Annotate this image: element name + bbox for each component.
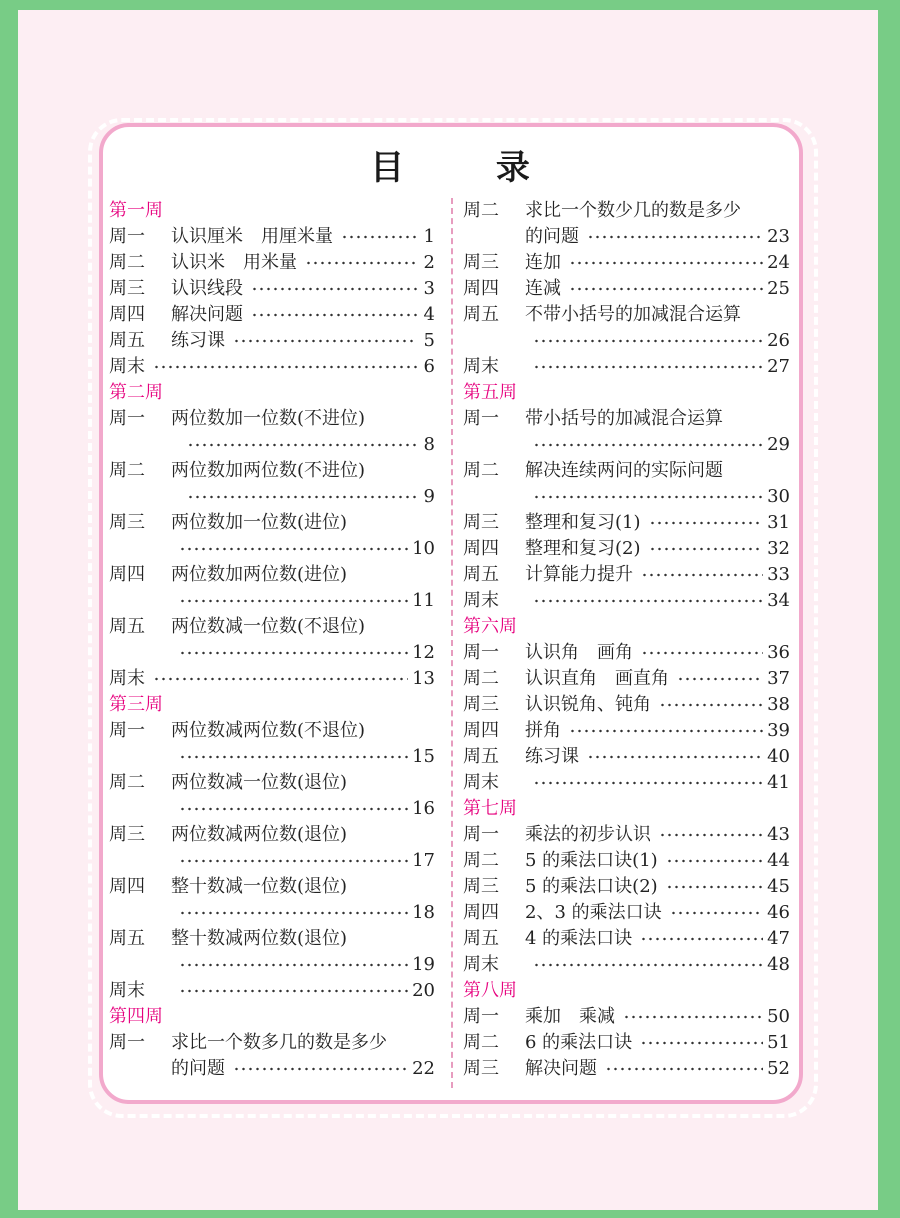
toc-entry[interactable] bbox=[463, 588, 790, 614]
day-label: 周一 bbox=[109, 1032, 145, 1053]
toc-column-left bbox=[109, 198, 435, 1082]
toc-entry-page-line[interactable] bbox=[109, 484, 435, 510]
toc-entry-title-line[interactable] bbox=[463, 406, 790, 432]
toc-entry[interactable] bbox=[463, 1056, 790, 1082]
leader-dots bbox=[179, 599, 408, 603]
page-number: 27 bbox=[767, 356, 790, 377]
entry-title: 连加 bbox=[525, 252, 561, 273]
toc-entry[interactable] bbox=[463, 1030, 790, 1056]
page-number: 22 bbox=[412, 1058, 435, 1079]
day-label: 周一 bbox=[109, 226, 145, 247]
entry-title: 带小括号的加减混合运算 bbox=[525, 408, 723, 429]
day-label: 周一 bbox=[463, 408, 499, 429]
page-title: 目 录 bbox=[370, 148, 570, 188]
page-number: 20 bbox=[412, 980, 435, 1001]
day-label: 周一 bbox=[463, 642, 499, 663]
page-number: 45 bbox=[767, 876, 790, 897]
toc-entry-page-line[interactable] bbox=[109, 536, 435, 562]
toc-entry-title-line[interactable] bbox=[109, 406, 435, 432]
toc-entry-page-line[interactable] bbox=[109, 744, 435, 770]
toc-entry-page-line[interactable] bbox=[109, 952, 435, 978]
entry-title: 整十数减一位数(退位) bbox=[171, 876, 348, 897]
page-number: 44 bbox=[767, 850, 790, 871]
toc-entry[interactable] bbox=[463, 900, 790, 926]
week-heading: 第八周 bbox=[463, 980, 517, 1001]
page-number: 23 bbox=[767, 226, 790, 247]
leader-dots bbox=[233, 339, 417, 343]
day-label: 周二 bbox=[463, 460, 499, 481]
entry-title: 两位数减一位数(不退位) bbox=[171, 616, 366, 637]
toc-entry[interactable] bbox=[463, 744, 790, 770]
toc-entry[interactable] bbox=[463, 874, 790, 900]
toc-entry-title-line[interactable] bbox=[463, 458, 790, 484]
page-number: 40 bbox=[767, 746, 790, 767]
page-number: 29 bbox=[767, 434, 790, 455]
day-label: 周三 bbox=[109, 824, 145, 845]
toc-entry[interactable] bbox=[109, 224, 435, 250]
entry-title: 求比一个数少几的数是多少 bbox=[525, 200, 741, 221]
day-label: 周末 bbox=[463, 772, 499, 793]
page-number: 2 bbox=[423, 252, 435, 273]
toc-entry[interactable] bbox=[463, 822, 790, 848]
leader-dots bbox=[533, 599, 763, 603]
day-label: 周末 bbox=[463, 590, 499, 611]
leader-dots bbox=[569, 287, 763, 291]
day-label: 周三 bbox=[109, 512, 145, 533]
day-label: 周三 bbox=[463, 694, 499, 715]
toc-entry-title-line[interactable] bbox=[109, 822, 435, 848]
leader-dots bbox=[666, 885, 763, 889]
leader-dots bbox=[251, 287, 417, 291]
leader-dots bbox=[187, 443, 417, 447]
day-label: 周三 bbox=[463, 252, 499, 273]
toc-entry-page-line[interactable] bbox=[463, 224, 790, 250]
entry-title: 解决问题 bbox=[171, 304, 243, 325]
day-label: 周一 bbox=[463, 824, 499, 845]
entry-title: 两位数加一位数(进位) bbox=[171, 512, 348, 533]
entry-title: 整理和复习(1) bbox=[525, 512, 641, 533]
day-label: 周四 bbox=[463, 720, 499, 741]
page-number: 36 bbox=[767, 642, 790, 663]
day-label: 周一 bbox=[109, 408, 145, 429]
entry-title: 不带小括号的加减混合运算 bbox=[525, 304, 741, 325]
toc-entry-page-line[interactable] bbox=[463, 484, 790, 510]
toc-entry[interactable] bbox=[463, 770, 790, 796]
toc-entry-title-line[interactable] bbox=[109, 926, 435, 952]
entry-title: 认识线段 bbox=[171, 278, 243, 299]
toc-entry-title-line[interactable] bbox=[109, 614, 435, 640]
toc-entry[interactable] bbox=[463, 510, 790, 536]
leader-dots bbox=[179, 911, 408, 915]
leader-dots bbox=[605, 1067, 763, 1071]
leader-dots bbox=[179, 651, 408, 655]
week-heading: 第七周 bbox=[463, 798, 517, 819]
leader-dots bbox=[659, 703, 763, 707]
leader-dots bbox=[640, 1041, 763, 1045]
entry-title: 认识角 画角 bbox=[525, 642, 633, 663]
leader-dots bbox=[179, 755, 408, 759]
entry-title: 两位数减两位数(不退位) bbox=[171, 720, 366, 741]
page-number: 16 bbox=[412, 798, 435, 819]
leader-dots bbox=[533, 365, 763, 369]
leader-dots bbox=[153, 365, 417, 369]
entry-title: 练习课 bbox=[525, 746, 579, 767]
toc-entry-title-line[interactable] bbox=[463, 302, 790, 328]
page-number: 18 bbox=[412, 902, 435, 923]
day-label: 周一 bbox=[109, 720, 145, 741]
entry-title: 求比一个数多几的数是多少 bbox=[171, 1032, 387, 1053]
entry-title: 解决连续两问的实际问题 bbox=[525, 460, 723, 481]
leader-dots bbox=[649, 547, 764, 551]
entry-title: 两位数加两位数(进位) bbox=[171, 564, 348, 585]
page-number: 5 bbox=[423, 330, 435, 351]
page-number: 43 bbox=[767, 824, 790, 845]
page-number: 31 bbox=[767, 512, 790, 533]
day-label: 周五 bbox=[463, 928, 499, 949]
leader-dots bbox=[670, 911, 763, 915]
page-number: 50 bbox=[767, 1006, 790, 1027]
day-label: 周末 bbox=[109, 356, 145, 377]
day-label: 周四 bbox=[109, 564, 145, 585]
day-label: 周五 bbox=[109, 616, 145, 637]
leader-dots bbox=[533, 781, 763, 785]
toc-entry[interactable] bbox=[463, 718, 790, 744]
page-number: 17 bbox=[412, 850, 435, 871]
page-number: 30 bbox=[767, 486, 790, 507]
entry-title: 5 的乘法口诀(1) bbox=[525, 850, 658, 871]
page-number: 41 bbox=[767, 772, 790, 793]
day-label: 周五 bbox=[463, 304, 499, 325]
leader-dots bbox=[659, 833, 763, 837]
leader-dots bbox=[569, 261, 763, 265]
toc-entry[interactable] bbox=[109, 666, 435, 692]
entry-title-cont: 的问题 bbox=[525, 226, 579, 247]
toc-entry-page-line[interactable] bbox=[463, 328, 790, 354]
toc-entry-page-line[interactable] bbox=[109, 432, 435, 458]
day-label: 周四 bbox=[109, 304, 145, 325]
leader-dots bbox=[587, 755, 763, 759]
toc-entry-title-line[interactable] bbox=[109, 458, 435, 484]
toc-entry-page-line[interactable] bbox=[463, 432, 790, 458]
toc-entry[interactable] bbox=[109, 276, 435, 302]
leader-dots bbox=[533, 339, 763, 343]
toc-entry-page-line[interactable] bbox=[109, 796, 435, 822]
toc-entry[interactable] bbox=[463, 952, 790, 978]
leader-dots bbox=[533, 963, 763, 967]
entry-title: 两位数加一位数(不进位) bbox=[171, 408, 366, 429]
leader-dots bbox=[640, 937, 763, 941]
day-label: 周二 bbox=[109, 252, 145, 273]
entry-title: 计算能力提升 bbox=[525, 564, 633, 585]
toc-entry-title-line[interactable] bbox=[109, 874, 435, 900]
leader-dots bbox=[649, 521, 764, 525]
toc-entry[interactable] bbox=[463, 848, 790, 874]
entry-title: 整理和复习(2) bbox=[525, 538, 641, 559]
entry-title: 练习课 bbox=[171, 330, 225, 351]
toc-entry[interactable] bbox=[463, 562, 790, 588]
week-heading: 第六周 bbox=[463, 616, 517, 637]
toc-entry-page-line[interactable] bbox=[109, 588, 435, 614]
page-number: 15 bbox=[412, 746, 435, 767]
entry-title: 4 的乘法口诀 bbox=[525, 928, 633, 949]
toc-entry-title-line[interactable] bbox=[463, 198, 790, 224]
week-heading: 第一周 bbox=[109, 200, 163, 221]
leader-dots bbox=[305, 261, 417, 265]
leader-dots bbox=[641, 651, 763, 655]
page-number: 51 bbox=[767, 1032, 790, 1053]
page-number: 39 bbox=[767, 720, 790, 741]
page-number: 3 bbox=[423, 278, 435, 299]
toc-entry-title-line[interactable] bbox=[109, 770, 435, 796]
day-label: 周二 bbox=[463, 668, 499, 689]
day-label: 周四 bbox=[109, 876, 145, 897]
page-number: 32 bbox=[767, 538, 790, 559]
page-number: 48 bbox=[767, 954, 790, 975]
day-label: 周末 bbox=[463, 954, 499, 975]
entry-title: 两位数加两位数(不进位) bbox=[171, 460, 366, 481]
entry-title: 连减 bbox=[525, 278, 561, 299]
toc-entry-title-line[interactable] bbox=[109, 562, 435, 588]
entry-title: 2、3 的乘法口诀 bbox=[525, 902, 662, 923]
leader-dots bbox=[587, 235, 763, 239]
toc-entry-title-line[interactable] bbox=[109, 510, 435, 536]
leader-dots bbox=[666, 859, 763, 863]
entry-title: 乘法的初步认识 bbox=[525, 824, 651, 845]
day-label: 周二 bbox=[463, 1032, 499, 1053]
day-label: 周末 bbox=[463, 356, 499, 377]
week-heading: 第五周 bbox=[463, 382, 517, 403]
page-number: 11 bbox=[412, 590, 435, 611]
leader-dots bbox=[179, 989, 408, 993]
entry-title: 6 的乘法口诀 bbox=[525, 1032, 633, 1053]
toc-entry[interactable] bbox=[463, 536, 790, 562]
toc-entry[interactable] bbox=[463, 666, 790, 692]
leader-dots bbox=[533, 495, 763, 499]
entry-title: 认识锐角、钝角 bbox=[525, 694, 651, 715]
page-number: 8 bbox=[423, 434, 435, 455]
entry-title-cont: 的问题 bbox=[171, 1058, 225, 1079]
toc-entry[interactable] bbox=[109, 250, 435, 276]
day-label: 周一 bbox=[463, 1006, 499, 1027]
page-number: 47 bbox=[767, 928, 790, 949]
day-label: 周三 bbox=[463, 876, 499, 897]
entry-title: 5 的乘法口诀(2) bbox=[525, 876, 658, 897]
week-heading: 第四周 bbox=[109, 1006, 163, 1027]
page-number: 26 bbox=[767, 330, 790, 351]
leader-dots bbox=[179, 547, 408, 551]
day-label: 周三 bbox=[463, 512, 499, 533]
page-number: 19 bbox=[412, 954, 435, 975]
toc-entry[interactable] bbox=[463, 250, 790, 276]
toc-entry-page-line[interactable] bbox=[109, 640, 435, 666]
toc-entry-page-line[interactable] bbox=[109, 848, 435, 874]
page-number: 33 bbox=[767, 564, 790, 585]
entry-title: 两位数减两位数(退位) bbox=[171, 824, 348, 845]
page-number: 25 bbox=[767, 278, 790, 299]
leader-dots bbox=[179, 807, 408, 811]
day-label: 周四 bbox=[463, 278, 499, 299]
day-label: 周四 bbox=[463, 902, 499, 923]
toc-entry[interactable] bbox=[463, 926, 790, 952]
entry-title: 两位数减一位数(退位) bbox=[171, 772, 348, 793]
page-number: 34 bbox=[767, 590, 790, 611]
day-label: 周五 bbox=[109, 928, 145, 949]
toc-entry-title-line[interactable] bbox=[109, 718, 435, 744]
day-label: 周二 bbox=[109, 772, 145, 793]
toc-entry[interactable] bbox=[109, 354, 435, 380]
column-divider bbox=[451, 198, 453, 1088]
leader-dots bbox=[623, 1015, 763, 1019]
toc-column-right bbox=[463, 198, 790, 1082]
day-label: 周二 bbox=[463, 200, 499, 221]
page-number: 24 bbox=[767, 252, 790, 273]
toc-entry[interactable] bbox=[463, 354, 790, 380]
page-number: 38 bbox=[767, 694, 790, 715]
entry-title: 解决问题 bbox=[525, 1058, 597, 1079]
leader-dots bbox=[533, 443, 763, 447]
week-heading: 第二周 bbox=[109, 382, 163, 403]
leader-dots bbox=[641, 573, 763, 577]
day-label: 周末 bbox=[109, 668, 145, 689]
day-label: 周五 bbox=[109, 330, 145, 351]
day-label: 周三 bbox=[109, 278, 145, 299]
entry-title: 乘加 乘减 bbox=[525, 1006, 615, 1027]
leader-dots bbox=[233, 1067, 408, 1071]
day-label: 周五 bbox=[463, 564, 499, 585]
toc-entry[interactable] bbox=[109, 978, 435, 1004]
toc-entry-title-line[interactable] bbox=[109, 1030, 435, 1056]
day-label: 周二 bbox=[109, 460, 145, 481]
week-heading: 第三周 bbox=[109, 694, 163, 715]
entry-title: 认识直角 画直角 bbox=[525, 668, 669, 689]
page-number: 12 bbox=[412, 642, 435, 663]
toc-entry[interactable] bbox=[463, 640, 790, 666]
toc-entry[interactable] bbox=[463, 1004, 790, 1030]
entry-title: 认识厘米 用厘米量 bbox=[171, 226, 333, 247]
day-label: 周四 bbox=[463, 538, 499, 559]
toc-entry[interactable] bbox=[463, 692, 790, 718]
page-number: 52 bbox=[767, 1058, 790, 1079]
leader-dots bbox=[179, 859, 408, 863]
page-number: 1 bbox=[423, 226, 435, 247]
leader-dots bbox=[251, 313, 417, 317]
toc-entry-page-line[interactable] bbox=[109, 900, 435, 926]
leader-dots bbox=[569, 729, 763, 733]
day-label: 周末 bbox=[109, 980, 145, 1001]
day-label: 周五 bbox=[463, 746, 499, 767]
toc-entry[interactable] bbox=[109, 302, 435, 328]
page-number: 13 bbox=[412, 668, 435, 689]
page-number: 9 bbox=[423, 486, 435, 507]
entry-title: 拼角 bbox=[525, 720, 561, 741]
page-number: 6 bbox=[423, 356, 435, 377]
leader-dots bbox=[341, 235, 417, 239]
leader-dots bbox=[187, 495, 417, 499]
leader-dots bbox=[677, 677, 763, 681]
toc-entry[interactable] bbox=[109, 328, 435, 354]
page-number: 10 bbox=[412, 538, 435, 559]
page-number: 46 bbox=[767, 902, 790, 923]
toc-entry[interactable] bbox=[463, 276, 790, 302]
entry-title: 认识米 用米量 bbox=[171, 252, 297, 273]
page-number: 37 bbox=[767, 668, 790, 689]
toc-entry-page-line[interactable] bbox=[109, 1056, 435, 1082]
entry-title: 整十数减两位数(退位) bbox=[171, 928, 348, 949]
page-number: 4 bbox=[423, 304, 435, 325]
leader-dots bbox=[153, 677, 408, 681]
leader-dots bbox=[179, 963, 408, 967]
day-label: 周三 bbox=[463, 1058, 499, 1079]
day-label: 周二 bbox=[463, 850, 499, 871]
